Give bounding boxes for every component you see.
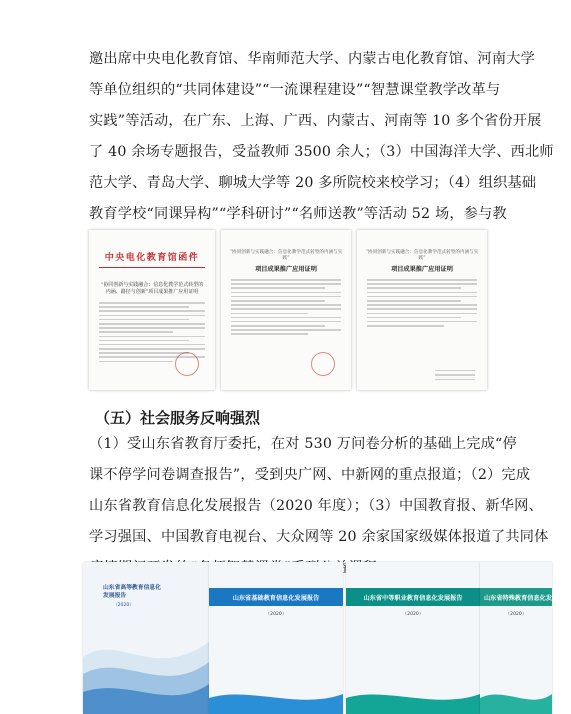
paragraph-line: 教育学校“同课异构”“学科研讨”“名师送教”等活动 52 场，参与教	[89, 206, 507, 222]
seal-stamp	[175, 352, 199, 376]
paragraph-line: 了 40 余场专题报告，受益教师 3500 余人；（3）中国海洋大学、西北师	[89, 144, 554, 160]
cover-title: 山东省特殊教育信息化发展报告	[484, 595, 571, 602]
report-cover-special-education	[480, 562, 571, 714]
cover-title-line: 山东省高等教育信息化	[103, 585, 161, 591]
certificate-image-application-proof-2	[357, 230, 487, 390]
paragraph-line: 范大学、青岛大学、聊城大学等 20 多所院校来校学习；（4）组织基础	[89, 175, 537, 191]
certificate-image-cee-letter	[89, 230, 215, 390]
cover-year: （2020）	[402, 612, 424, 617]
report-cover-higher-education	[83, 562, 209, 714]
certificate-title: 项目成果推广应用证明	[391, 266, 453, 273]
paragraph-line: 等单位组织的“共同体建设”“一流课程建设”“智慧课堂教学改革与	[89, 82, 501, 98]
cover-title-line: 发展报告	[103, 593, 127, 599]
report-cover-vocational-education	[346, 562, 480, 714]
certificate-body-text	[231, 279, 341, 335]
paragraph-line: 学习强国、中国教育电视台、大众网等 20 余家国家级媒体报道了共同体	[89, 529, 549, 545]
certificate-subtitle: “协同创新与实践融合：信息化教学范式转型的内涵、路径与创新”项目成果推广应用证明	[100, 282, 204, 295]
paragraph-line: （1）受山东省教育厅委托，在对 530 万问卷分析的基础上完成“停	[89, 436, 517, 452]
certificate-image-application-proof	[221, 230, 351, 390]
paragraph-social-service	[89, 429, 549, 584]
cover-year: （2020）	[265, 612, 287, 617]
certificate-title: 项目成果推广应用证明	[255, 266, 317, 273]
cover-title: 山东省基础教育信息化发展报告	[232, 595, 320, 602]
certificate-project-line: “协同创新与实践融合：信息化教学范式转型的内涵与实践”	[229, 250, 343, 261]
cover-wave-graphic	[346, 686, 480, 714]
paragraph-outreach	[89, 44, 554, 261]
signature-lines	[435, 367, 475, 380]
paragraph-line: 邀出席中央电化教育馆、华南师范大学、内蒙古电化教育馆、河南大学	[89, 51, 536, 67]
cover-year: （2020）	[113, 603, 134, 608]
certificate-project-line: “协同创新与实践融合：信息化教学范式转型的内涵与实践”	[365, 250, 479, 261]
cover-title	[103, 584, 161, 600]
certificate-divider	[99, 267, 205, 268]
certificate-body-text	[367, 279, 477, 327]
report-cover-basic-education	[209, 562, 343, 714]
cover-title: 山东省中等职业教育信息化发展报告	[363, 595, 463, 602]
certificate-header: 中央电化教育馆函件	[104, 253, 200, 263]
paragraph-line: 山东省教育信息化发展报告（2020 年度）；（3）中国教育报、新华网、	[89, 498, 543, 514]
cover-wave-graphic	[209, 686, 343, 714]
seal-stamp	[311, 352, 335, 376]
cover-year: （2020）	[505, 612, 527, 617]
paragraph-line: 实践”等活动，在广东、上海、广西、内蒙古、河南等 10 多个省份开展	[89, 113, 542, 129]
section-heading: （五）社会服务反响强烈	[95, 409, 261, 427]
cover-wave-graphic	[480, 686, 552, 714]
paragraph-line: 课不停学问卷调查报告”，受到央广网、中新网的重点报道；（2）完成	[89, 467, 531, 483]
